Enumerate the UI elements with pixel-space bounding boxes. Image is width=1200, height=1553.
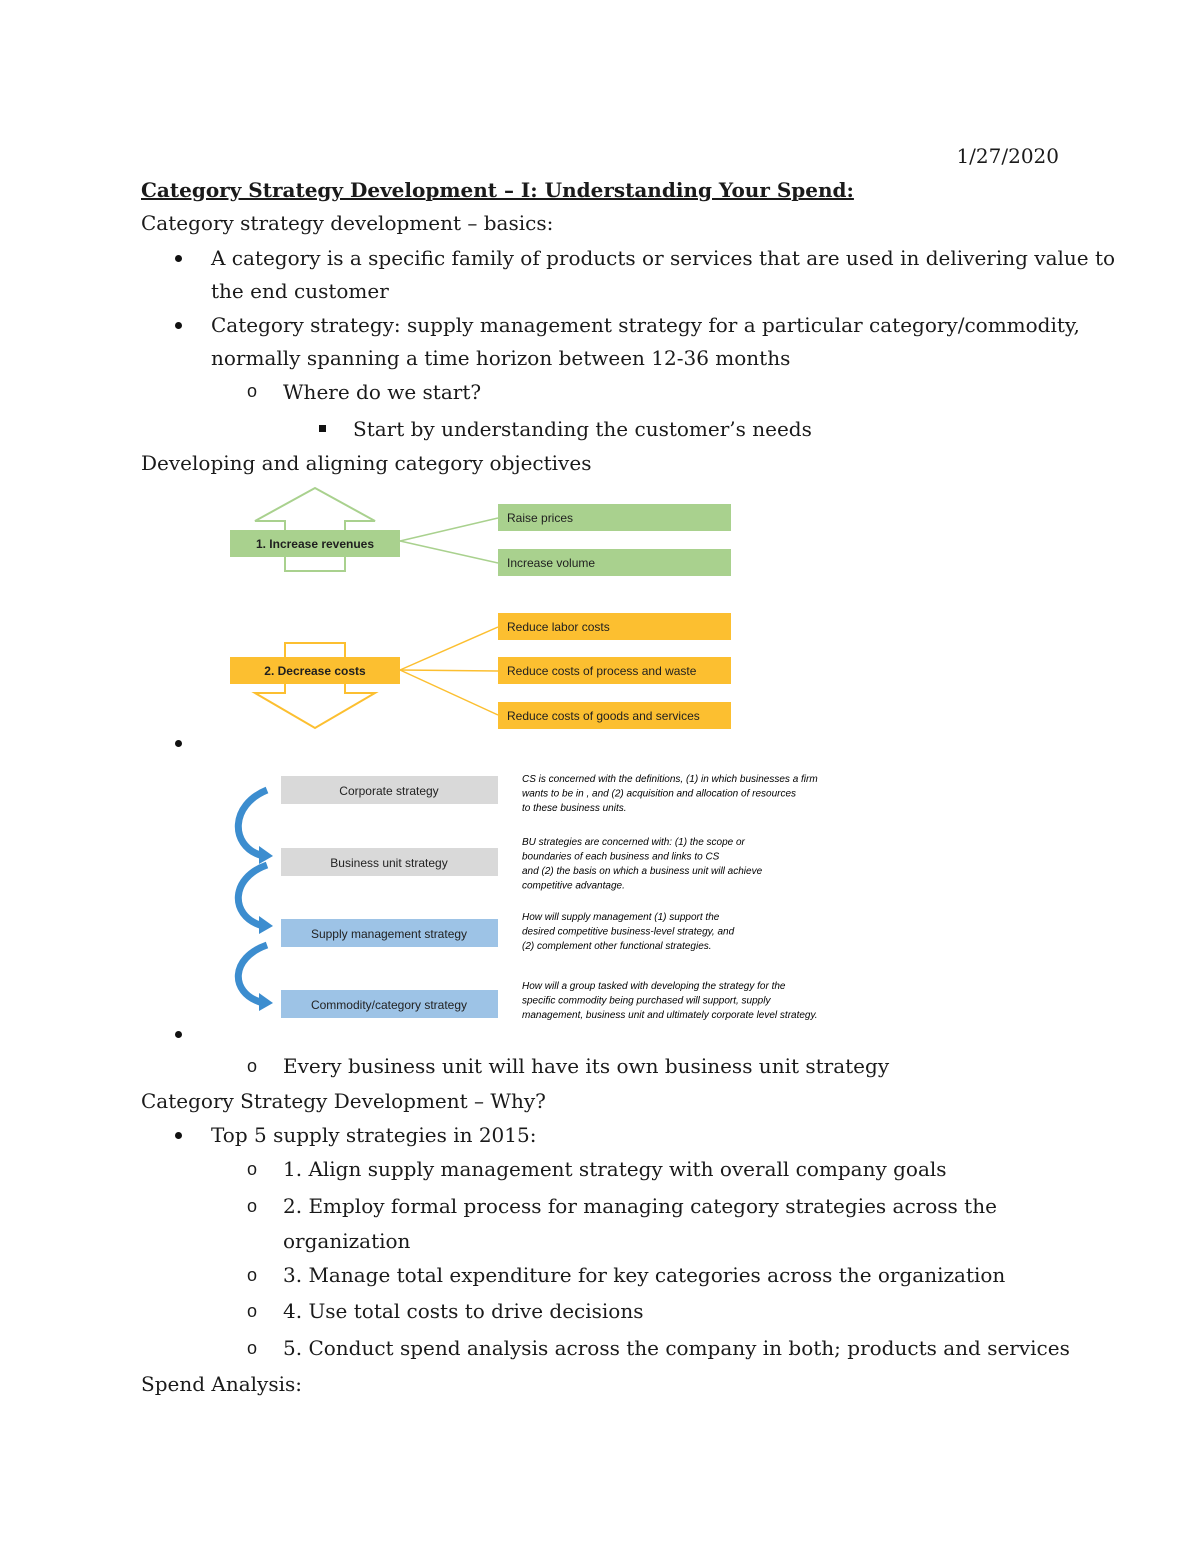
strategy-hierarchy-diagram [225, 760, 840, 1025]
bullet-marker [175, 322, 182, 329]
corporate-strategy-desc: CS is concerned with the definitions, (1) in which businesses a firm wants to be in , and (2) acquisition and allocation of resources to these business units. [522, 774, 818, 814]
sub-sub-bullet-text: Start by understanding the customer’s needs [353, 417, 812, 441]
list-item: 4. Use total costs to drive decisions [283, 1299, 644, 1323]
business-unit-strategy-desc: BU strategies are concerned with: (1) the scope or boundaries of each business and links to CS and (2) the basis on which a business unit will achieve competitive advantage. [522, 837, 763, 892]
bullet-marker [175, 1031, 182, 1038]
bullet-marker [175, 1132, 182, 1139]
bullet-text-continued: normally spanning a time horizon between 12-36 months [211, 346, 791, 370]
connector-line [400, 627, 498, 670]
corporate-strategy-label: Corporate strategy [339, 784, 439, 798]
bullet-text: Top 5 supply strategies in 2015: [211, 1123, 537, 1147]
commodity-category-strategy-desc: How will a group tasked with developing the strategy for the specific commodity being purchased will support, supply management, business unit and ultimately corporate level strategy. [522, 981, 818, 1021]
sub-bullet-marker: o [247, 1056, 258, 1076]
list-item: 2. Employ formal process for managing category strategies across the [283, 1194, 997, 1218]
connector-line [400, 670, 498, 671]
supply-management-strategy-desc: How will supply management (1) support the desired competitive business-level strategy, and (2) complement other functional strategies. [522, 912, 735, 952]
connector-line [400, 670, 498, 715]
business-unit-strategy-label: Business unit strategy [330, 856, 448, 870]
increase-volume-label: Increase volume [507, 556, 596, 570]
section-heading-objectives: Developing and aligning category objectives [141, 451, 592, 475]
section-heading-why: Category Strategy Development – Why? [141, 1089, 546, 1113]
connector-line [400, 518, 498, 541]
bullet-marker [175, 255, 182, 262]
supply-management-strategy-label: Supply management strategy [310, 927, 468, 941]
sub-bullet-marker: o [247, 1196, 258, 1216]
reduce-goods-label: Reduce costs of goods and services [507, 709, 700, 723]
document-date: 1/27/2020 [956, 144, 1059, 168]
bullet-text: A category is a specific family of products or services that are used in delivering value to [211, 246, 1116, 270]
document-title: Category Strategy Development – I: Understanding Your Spend: [141, 178, 854, 202]
section-heading-spend-analysis: Spend Analysis: [141, 1372, 302, 1396]
down-arrow-outline [255, 643, 375, 728]
increase-revenues-label: 1. Increase revenues [255, 537, 375, 551]
bullet-text-continued: the end customer [211, 279, 389, 303]
sub-bullet-marker: o [247, 1265, 258, 1285]
list-item: 5. Conduct spend analysis across the company in both; products and services [283, 1336, 1070, 1360]
reduce-labor-label: Reduce labor costs [507, 620, 610, 634]
sub-bullet-text: Every business unit will have its own business unit strategy [283, 1054, 890, 1078]
sub-bullet-marker: o [247, 381, 258, 401]
objectives-diagram [220, 483, 740, 733]
raise-prices-label: Raise prices [507, 511, 574, 525]
sub-bullet-marker: o [247, 1338, 258, 1358]
sub-sub-bullet-marker [319, 425, 326, 432]
sub-bullet-marker: o [247, 1159, 258, 1179]
bullet-text: Category strategy: supply management strategy for a particular category/commodity, [211, 313, 1080, 337]
reduce-process-label: Reduce costs of process and waste [507, 664, 697, 678]
decrease-costs-label: 2. Decrease costs [264, 664, 366, 678]
up-arrow-outline [255, 488, 375, 571]
bullet-marker [175, 740, 182, 747]
commodity-category-strategy-label: Commodity/category strategy [310, 998, 468, 1012]
list-item: 1. Align supply management strategy with overall company goals [283, 1157, 947, 1181]
list-item: 3. Manage total expenditure for key categories across the organization [283, 1263, 1006, 1287]
sub-bullet-marker: o [247, 1301, 258, 1321]
sub-bullet-text: Where do we start? [283, 380, 482, 404]
connector-line [400, 541, 498, 563]
list-item-continued: organization [283, 1229, 411, 1253]
section-heading-basics: Category strategy development – basics: [141, 211, 554, 235]
